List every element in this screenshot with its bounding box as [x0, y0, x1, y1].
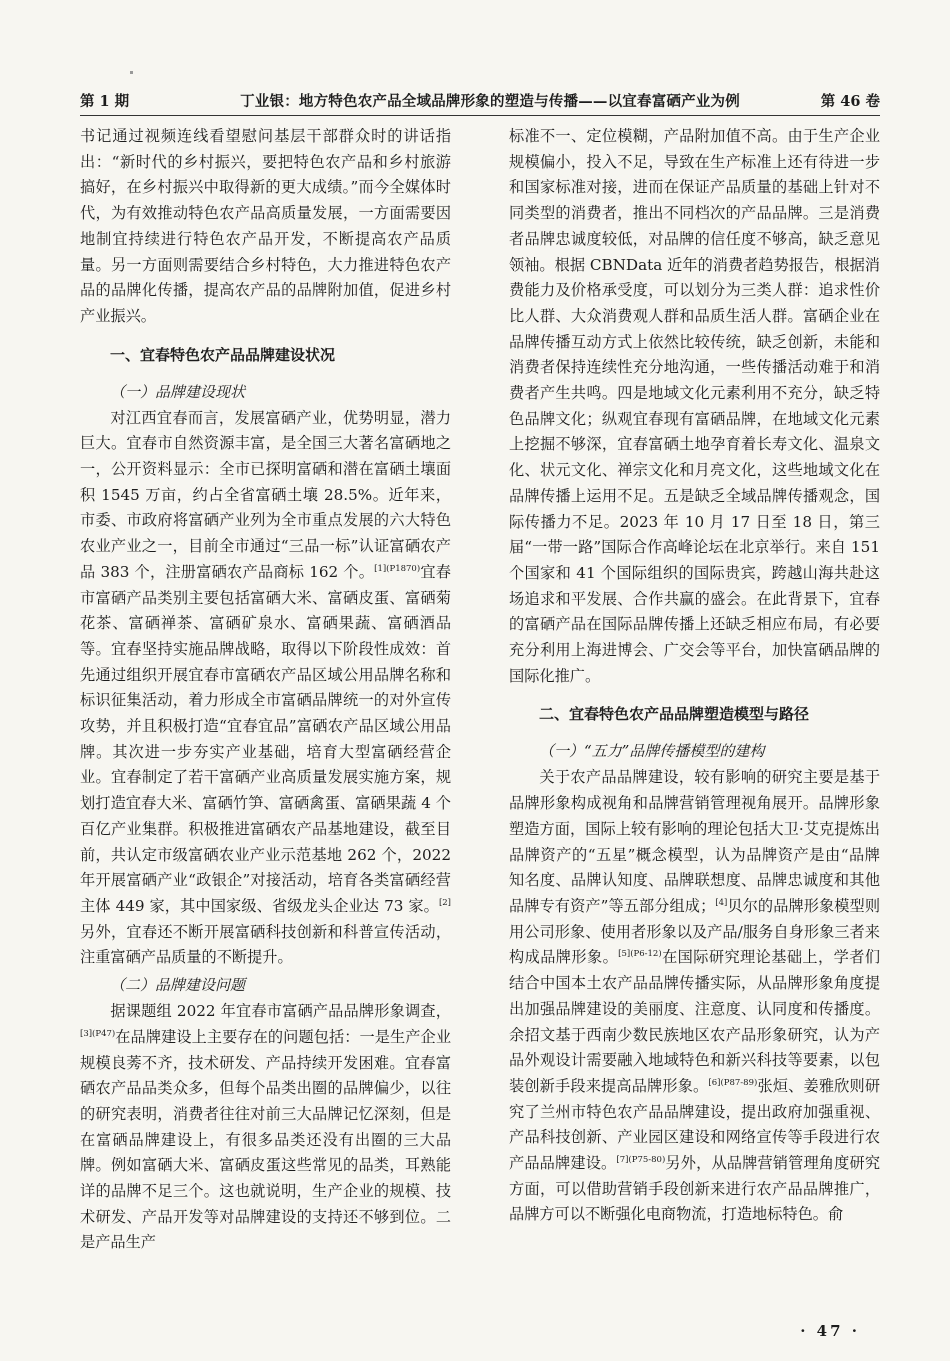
right-column — [509, 124, 880, 1228]
subsection-heading: （一）品牌建设现状 — [110, 382, 246, 401]
citation: [5](P6-12) — [618, 949, 662, 960]
citation: [1](P1870) — [374, 563, 421, 574]
citation: [6](P87-89) — [708, 1077, 758, 1088]
header-rule — [80, 115, 880, 116]
left-column — [80, 124, 451, 1256]
text-run: 在国际研究理论基础上，学者们结合中国本土农产品品牌传播实际，从品牌形象角度提出加强品牌建设的美丽度、注意度、认同度和传播度。余招文基于西南少数民族地区农产品形象研究，认为产品外观设计需要融入地域特色和新兴科技等要素，以包装创新手段来提高品牌形象。 — [509, 948, 881, 1095]
subsection-heading: （二）品牌建设问题 — [110, 976, 246, 995]
article-title: 丁业银：地方特色农产品全域品牌形象的塑造与传播——以宜春富硒产业为例 — [240, 93, 740, 110]
text-run: 另外，从品牌营销管理角度研究方面，可以借助营销手段创新来进行农产品品牌推广，品牌方可以不断强化电商物流，打造地标特色。俞 — [509, 1154, 881, 1224]
citation: [3](P47) — [80, 1028, 116, 1039]
scan-mark — [130, 71, 133, 74]
issue-number: 第 1 期 — [80, 93, 130, 110]
volume-number: 第 46 卷 — [820, 93, 880, 110]
paragraph — [80, 999, 451, 1256]
text-run: 张烜、姜雅欣则研究了兰州市特色农产品品牌建设，提出政府加强重视、产品科技创新、产业园区建设和网络宣传等手段进行农产品品牌建设。 — [509, 1076, 881, 1173]
paragraph: 书记通过视频连线看望慰问基层干部群众时的讲话指出：“新时代的乡村振兴，要把特色农产品和乡村旅游搞好，在乡村振兴中取得新的更大成绩。”而今全媒体时代，为有效推动特色农产品高质量发展，一方面需要因地制宜持续进行特色农产品开发，不断提高农产品质量。另一方面则需要结合乡村特色，大力推进特色农产品的品牌化传播，提高农产品的品牌附加值，促进乡村产业振兴。 — [80, 127, 451, 325]
citation: [2] — [438, 897, 451, 908]
text-run: 在品牌建设上主要存在的问题包括：一是生产企业规模良莠不齐，技术研发、产品持续开发困难。宜春富硒农产品品类众多，但每个品类出圈的品牌偏少，以往的研究表明，消费者往往对前三大品牌记忆深刻，但是在富硒品牌建设上，有很多品类还没有出圈的三大品牌。例如富硒大米、富硒皮蛋这些常见的品类，耳熟能详的品牌不足三个。这也就说明，生产企业的规模、技术研发、产品开发等对品牌建设的支持还不够到位。二是产品生产 — [80, 1027, 451, 1252]
text-run: 据课题组 2022 年宜春市富硒产品品牌形象调查， — [110, 1002, 451, 1021]
paragraph — [80, 406, 451, 971]
page-number: · 47 · — [800, 1322, 860, 1340]
paragraph — [509, 765, 880, 1228]
text-run: 关于农产品品牌建设，较有影响的研究主要是基于品牌形象构成视角和品牌营销管理视角展开。品牌形象塑造方面，国际上较有影响的理论包括大卫·艾克提炼出品牌资产的“五星”概念模型，认为品牌资产是由“品牌知名度、品牌认知度、品牌联想度、品牌忠诚度和其他品牌专有资产”等五部分组成； — [509, 768, 880, 915]
text-run: 宜春市富硒产品类别主要包括富硒大米、富硒皮蛋、富硒菊花茶、富硒禅茶、富硒矿泉水、富硒果蔬、富硒酒品等。宜春坚持实施品牌战略，取得以下阶段性成效：首先通过组织开展宜春市富硒农产品区域公用品牌名称和标识征集活动，着力形成全市富硒品牌统一的对外宣传攻势，并且积极打造“宜春宜品”富硒农产品区域公用品牌。其次进一步夯实产业基础，培育大型富硒经营企业。宜春制定了若干富硒产业高质量发展实施方案，规划打造宜春大米、富硒竹笋、富硒禽蛋、富硒果蔬 4 个百亿产业集群。积极推进富硒农产品基地建设，截至目前，共认定市级富硒农业产业示范基地 262 个，2022 年开展富硒产业“政银企”对接活动，培育各类富硒经营主体 449 家，其中国家级、省级龙头企业达 73 家。 — [80, 562, 451, 915]
citation: [7](P75-80) — [616, 1154, 666, 1165]
running-header — [80, 88, 880, 114]
subsection-heading: （一）“五力”品牌传播模型的建构 — [539, 742, 765, 761]
section-heading-2: 二、宜春特色农产品品牌塑造模型与路径 — [539, 705, 810, 724]
paragraph: 标准不一、定位模糊，产品附加值不高。由于生产企业规模偏小，投入不足，导致在生产标准上还有待进一步和国家标准对接，进而在保证产品质量的基础上针对不同类型的消费者，推出不同档次的产品品牌。三是消费者品牌忠诚度较低，对品牌的信任度不够高，缺乏意见领袖。根据 CBNData 近年的消费者趋势报告，根据消费能力及价格承受度，可以划分为三类人群：追求性价比人群、大众消费观人群和品质生活人群。富硒企业在品牌传播互动方式上依然比较传统，缺乏创新，未能和消费者保持连续性充分地沟通，一些传播活动难于和消费者产生共鸣。四是地域文化元素利用不充分，缺乏特色品牌文化；纵观宜春现有富硒品牌，在地域文化元素上挖掘不够深，宜春富硒土地孕育着长寿文化、温泉文化、状元文化、禅宗文化和月亮文化，这些地域文化在品牌传播上运用不足。五是缺乏全域品牌传播观念，国际传播力不足。2023 年 10 月 17 日至 18 日，第三届“一带一路”国际合作高峰论坛在北京举行。来自 151 个国家和 41 个国际组织的国际贵宾，跨越山海共赴这场追求和平发展、合作共赢的盛会。在此背景下，宜春的富硒产品在国际品牌传播上还缺乏相应布局，有必要充分利用上海进博会、广交会等平台，加快富硒品牌的国际化推广。 — [509, 127, 880, 685]
citation: [4] — [715, 897, 728, 908]
text-run: 另外，宜春还不断开展富硒科技创新和科普宣传活动，注重富硒产品质量的不断提升。 — [80, 922, 451, 967]
section-heading-1: 一、宜春特色农产品品牌建设状况 — [110, 345, 336, 364]
text-run: 对江西宜春而言，发展富硒产业，优势明显，潜力巨大。宜春市自然资源丰富，是全国三大著名富硒地之一，公开资料显示：全市已探明富硒和潜在富硒土壤面积 1545 万亩，约占全省富硒土壤 28.5%。近年来，市委、市政府将富硒产业列为全市重点发展的六大特色农业产业之一，目前全市通过“三品一标”认证富硒农产品 383 个，注册富硒农产品商标 162 个。 — [80, 408, 451, 581]
text-run: 贝尔的品牌形象模型则用公司形象、使用者形象以及产品/服务自身形象三者来构成品牌形象。 — [509, 896, 881, 967]
